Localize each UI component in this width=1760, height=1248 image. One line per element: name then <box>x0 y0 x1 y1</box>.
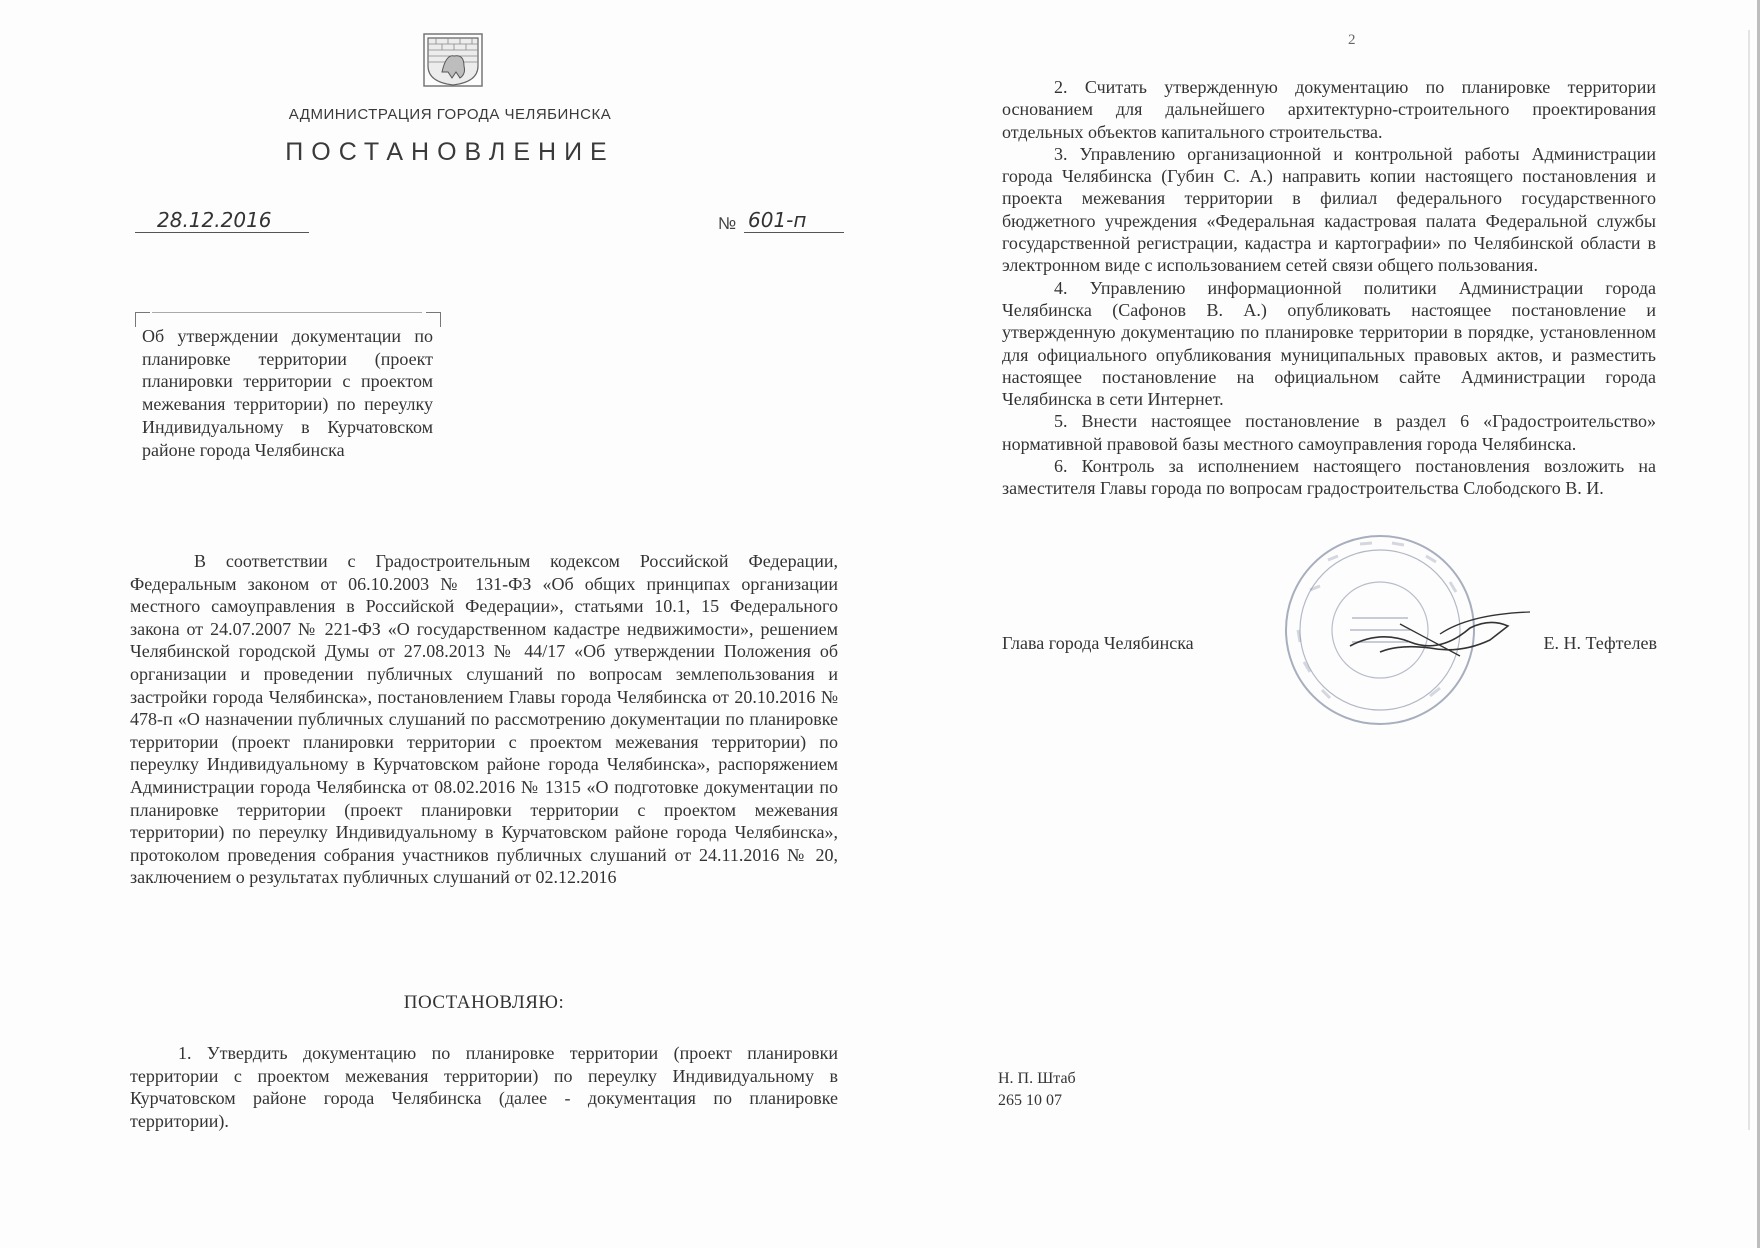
document-number-label: № <box>718 214 737 233</box>
scan-edge-shadow <box>1748 30 1750 1130</box>
page-2 <box>950 0 1760 1248</box>
resolution-point-6: 6. Контроль за исполнением настоящего постановления возложить на заместителя Главы города по вопросам градостроительства Слободского В. И. <box>1002 456 1656 499</box>
signatory-name: Е. Н. Тефтелев <box>1543 633 1657 653</box>
resolution-points <box>1002 76 1656 500</box>
document-number: 601-п <box>744 208 844 233</box>
document-date: 28.12.2016 <box>135 208 309 233</box>
executor-phone: 265 10 07 <box>998 1092 1062 1109</box>
resolution-point-3: 3. Управлению организационной и контрольной работы Администрации города Челябинска (Губин С. А.) направить копии настоящего постановления и проекта межевания территории в филиал федерального государственного бюджетного учреждения «Федеральная кадастровая палата Федеральной службы государственной регистрации, кадастра и картографии» по Челябинской области в электронном виде с использованием сетей связи общего пользования. <box>1002 143 1656 276</box>
subject-top-line <box>152 312 422 313</box>
signatory-title: Глава города Челябинска <box>1002 633 1194 653</box>
executor-name: Н. П. Штаб <box>998 1070 1076 1087</box>
page-number: 2 <box>1348 32 1356 48</box>
preamble-paragraph: В соответствии с Градостроительным кодексом Российской Федерации, Федеральным законом от 06.10.2003 № 131-ФЗ «Об общих принципах организации местного самоуправления в Российской Федерации», статьями 10.1, 15 Федерального закона от 24.07.2007 № 221-ФЗ «О государственном кадастре недвижимости», решением Челябинской городской Думы от 27.08.2013 № 44/17 «Об утверждении Положения об организации и проведении публичных слушаний по вопросам землепользования и застройки города Челябинска», постановлением Главы города Челябинска от 20.10.2016 № 478-п «О назначении публичных слушаний по рассмотрению документации по планировке территории (проект планировки территории с проектом межевания территории) по переулку Индивидуальному в Курчатовском районе города Челябинска», распоряжением Администрации города Челябинска от 08.02.2016 № 1315 «О подготовке документации по планировке территории (проект планировки территории с проектом межевания территории) по переулку Индивидуальному в Курчатовском районе города Челябинска», протоколом проведения собрания участников публичных слушаний от 24.11.2016 № 20, заключением о результатах публичных слушаний от 02.12.2016 <box>130 551 838 888</box>
administration-name: АДМИНИСТРАЦИЯ ГОРОДА ЧЕЛЯБИНСКА <box>288 106 612 123</box>
resolution-point-2: 2. Считать утвержденную документацию по планировке территории основанием для дальнейшего архитектурно-строительного проектирования отдельных объектов капитального строительства. <box>1002 77 1656 142</box>
resolution-point-4: 4. Управлению информационной политики Администрации города Челябинска (Сафонов В. А.) опубликовать настоящее постановление и утвержденную документацию по планировке территории в порядке, установленном для официального опубликования муниципальных правовых актов, и разместить настоящее постановление на официальном сайте Администрации города Челябинска в сети Интернет. <box>1002 277 1656 410</box>
resolve-heading: ПОСТАНОВЛЯЮ: <box>403 992 565 1013</box>
document-subject: Об утверждении документации по планировке территории (проект планировки территории с проектом межевания территории) по переулку Индивидуальному в Курчатовском районе города Челябинска <box>142 326 433 460</box>
city-coat-of-arms-icon <box>420 32 486 88</box>
resolution-point-5: 5. Внести настоящее постановление в раздел 6 «Градостроительство» нормативной правовой базы местного самоуправления города Челябинска. <box>1002 411 1656 454</box>
document-title: ПОСТАНОВЛЕНИЕ <box>285 138 615 166</box>
resolution-point-1: 1. Утвердить документацию по планировке территории (проект планировки территории с проектом межевания территории) по переулку Индивидуальному в Курчатовском районе города Челябинска (далее - документация по планировке территории). <box>130 1043 838 1132</box>
executor-info <box>998 1068 1076 1112</box>
